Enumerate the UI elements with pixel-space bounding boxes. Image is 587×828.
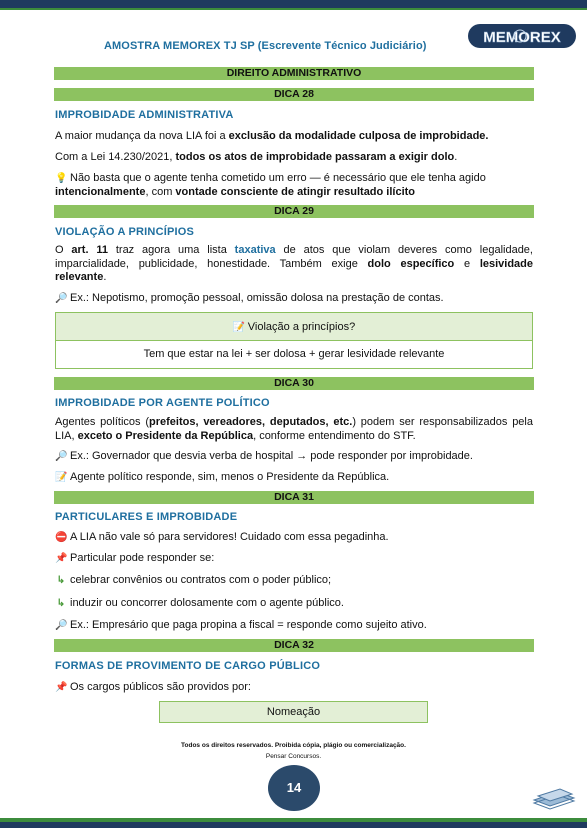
dica-30-note: 📝 Agente político responde, sim, menos o Presidente da República. [55, 471, 390, 483]
summary-question: 📝 Violação a princípios? [56, 313, 532, 341]
dica-31-item-1: ↳ celebrar convênios ou contratos com o poder público; [56, 574, 332, 586]
footer-brand: Pensar Concursos. [265, 753, 322, 760]
warning-flag-icon: ⛔ [55, 532, 68, 543]
dica-31-item-2: ↳ induzir ou concorrer dolosamente com o agente público. [56, 597, 344, 609]
books-icon [530, 786, 578, 810]
dica-30-paragraph-1: Agentes políticos (prefeitos, vereadores, deputados, etc.) podem ser responsabilizados pela LIA, exceto o Presidente da República, conforme entendimento do STF. [55, 416, 533, 442]
dica-30-example: 🔎 Ex.: Governador que desvia verba de hospital → pode responder por improbidade. [55, 450, 473, 462]
dica-31-title: PARTICULARES E IMPROBIDADE [55, 511, 238, 523]
subject-band: DIREITO ADMINISTRATIVO [54, 67, 534, 80]
footer-rights: Todos os direitos reservados. Proibida cópia, plágio ou comercialização. [181, 742, 406, 749]
dica-32-paragraph-1: 📌 Os cargos públicos são providos por: [55, 681, 251, 693]
magnifier-icon: 🔎 [55, 293, 68, 304]
dica-31-paragraph-2: 📌 Particular pode responder se: [55, 552, 215, 564]
dica-28-paragraph-3: 💡 Não basta que o agente tenha cometido um erro — é necessário que ele tenha agido intencionalmente, com vontade consciente de atingir resultado ilícito [55, 172, 486, 198]
dica-29-example: 🔎 Ex.: Nepotismo, promoção pessoal, omissão dolosa na prestação de contas. [55, 292, 444, 304]
top-bar [0, 0, 587, 8]
dica-30-title: IMPROBIDADE POR AGENTE POLÍTICO [55, 397, 270, 409]
dica-31-band: DICA 31 [54, 491, 534, 504]
dica-29-band: DICA 29 [54, 205, 534, 218]
page-header-title: AMOSTRA MEMOREX TJ SP (Escrevente Técnico Judiciário) [104, 40, 427, 52]
corner-arrow-icon: ↳ [56, 598, 66, 609]
magnifier-icon: 🔎 [55, 451, 68, 462]
page-number: 14 [268, 765, 320, 811]
nomeacao-box: Nomeação [159, 701, 428, 723]
memo-icon: 📝 [232, 322, 246, 333]
lightbulb-icon: 💡 [55, 173, 68, 184]
corner-arrow-icon: ↳ [56, 575, 66, 586]
dica-32-band: DICA 32 [54, 639, 534, 652]
dica-28-paragraph-1: A maior mudança da nova LIA foi a exclusão da modalidade culposa de improbidade. [55, 130, 489, 142]
pushpin-icon: 📌 [55, 553, 68, 564]
logo-text: MEMOREX [483, 29, 561, 46]
top-accent-bar [0, 8, 587, 10]
dica-31-example: 🔎 Ex.: Empresário que paga propina a fiscal = responde como sujeito ativo. [55, 619, 427, 631]
dica-28-title: IMPROBIDADE ADMINISTRATIVA [55, 109, 234, 121]
memo-icon: 📝 [55, 472, 68, 483]
dica-29-paragraph-1: O art. 11 traz agora uma lista taxativa de atos que violam deveres como legalidade, imparcialidade, publicidade, honestidade. Também exige dolo específico e lesividade relevante. [55, 244, 534, 283]
dica-32-title: FORMAS DE PROVIMENTO DE CARGO PÚBLICO [55, 660, 321, 672]
magnifier-icon: 🔎 [55, 620, 68, 631]
dica-30-band: DICA 30 [54, 377, 534, 390]
dica-28-band: DICA 28 [54, 88, 534, 101]
dica-29-summary-box [55, 312, 533, 369]
summary-answer: Tem que estar na lei + ser dolosa + gerar lesividade relevante [56, 341, 532, 368]
memorex-logo [466, 18, 578, 54]
pushpin-icon: 📌 [55, 682, 68, 693]
dica-31-paragraph-1: ⛔ A LIA não vale só para servidores! Cuidado com essa pegadinha. [55, 531, 389, 543]
bottom-bar [0, 822, 587, 828]
dica-29-title: VIOLAÇÃO A PRINCÍPIOS [55, 226, 195, 238]
dica-28-paragraph-2: Com a Lei 14.230/2021, todos os atos de improbidade passaram a exigir dolo. [55, 151, 458, 163]
